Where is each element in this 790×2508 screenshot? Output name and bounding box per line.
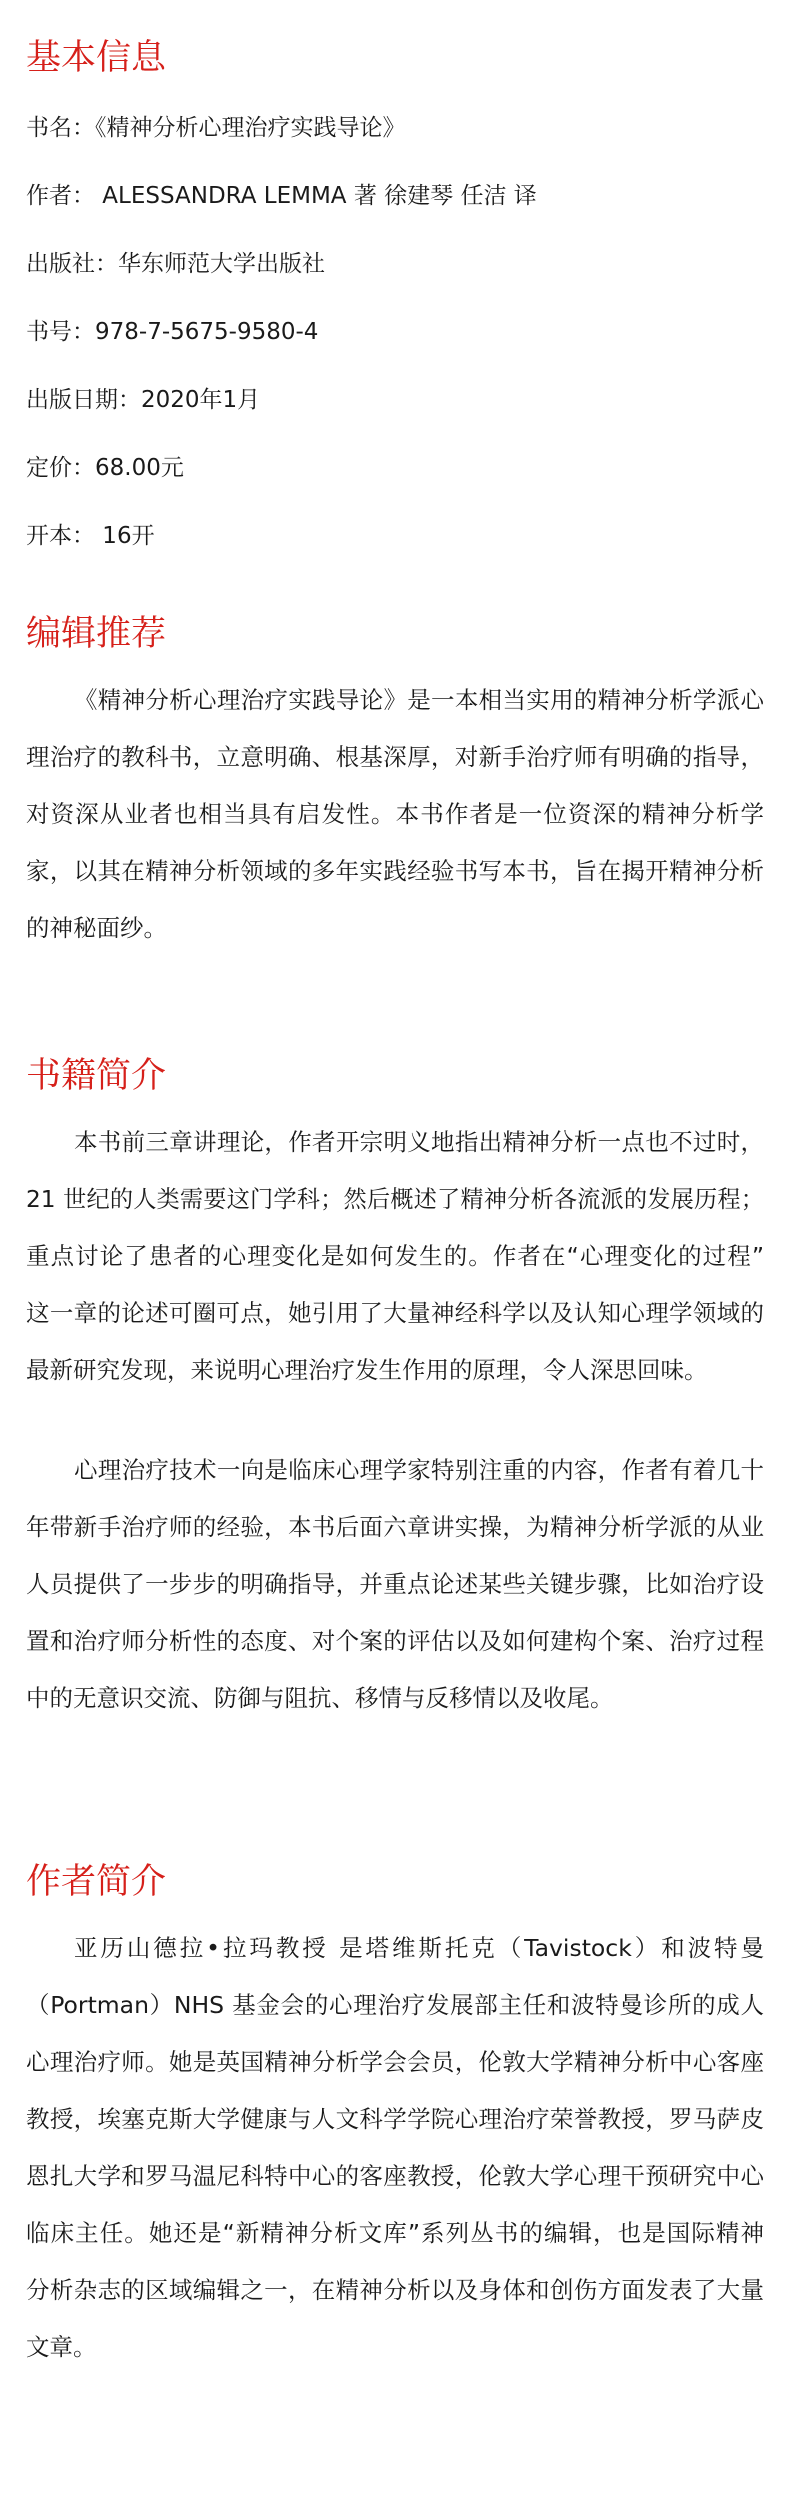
publisher-line: 出版社：华东师范大学出版社 bbox=[26, 251, 325, 277]
price-line: 定价：68.00元 bbox=[26, 455, 184, 481]
text-line: 对资深从业者也相当具有启发性。本书作者是一位资深的精神分析学 bbox=[26, 800, 764, 828]
author-intro-paragraph bbox=[26, 1920, 764, 2376]
book-intro-paragraph-1 bbox=[26, 1114, 764, 1399]
text-line: 置和治疗师分析性的态度、对个案的评估以及如何建构个案、治疗过程 bbox=[26, 1627, 764, 1655]
text-line: 临床主任。她还是“新精神分析文库”系列丛书的编辑，也是国际精神 bbox=[26, 2219, 764, 2247]
text-line: 文章。 bbox=[26, 2333, 97, 2361]
text-line: 最新研究发现，来说明心理治疗发生作用的原理，令人深思回味。 bbox=[26, 1356, 708, 1384]
isbn-line: 书号：978-7-5675-9580-4 bbox=[26, 319, 319, 345]
text-line: 《精神分析心理治疗实践导论》是一本相当实用的精神分析学派心 bbox=[74, 686, 764, 714]
text-line: 的神秘面纱。 bbox=[26, 914, 167, 942]
text-line: 21 世纪的人类需要这门学科；然后概述了精神分析各流派的发展历程； bbox=[26, 1186, 764, 1213]
text-line: 理治疗的教科书，立意明确、根基深厚，对新手治疗师有明确的指导， bbox=[26, 743, 764, 771]
text-line: 家，以其在精神分析领域的多年实践经验书写本书，旨在揭开精神分析 bbox=[26, 857, 764, 885]
book-intro-heading: 书籍简介 bbox=[26, 1056, 167, 1096]
author-line: 作者： ALESSANDRA LEMMA 著 徐建琴 任洁 译 bbox=[26, 183, 537, 209]
editor-recommendation-heading: 编辑推荐 bbox=[26, 614, 167, 654]
basic-info-heading: 基本信息 bbox=[26, 38, 167, 78]
book-name-line: 书名：《精神分析心理治疗实践导论》 bbox=[26, 115, 406, 141]
text-line: 年带新手治疗师的经验，本书后面六章讲实操，为精神分析学派的从业 bbox=[26, 1513, 764, 1541]
pub-date-line: 出版日期：2020年1月 bbox=[26, 387, 261, 413]
text-line: 人员提供了一步步的明确指导，并重点论述某些关键步骤，比如治疗设 bbox=[26, 1570, 764, 1598]
text-line: 心理治疗师。她是英国精神分析学会会员，伦敦大学精神分析中心客座 bbox=[26, 2048, 764, 2076]
text-line: 本书前三章讲理论，作者开宗明义地指出精神分析一点也不过时， bbox=[74, 1128, 764, 1156]
text-line: 这一章的论述可圈可点，她引用了大量神经科学以及认知心理学领域的 bbox=[26, 1299, 764, 1327]
text-line: 中的无意识交流、防御与阻抗、移情与反移情以及收尾。 bbox=[26, 1684, 614, 1712]
text-line: 恩扎大学和罗马温尼科特中心的客座教授，伦敦大学心理干预研究中心 bbox=[26, 2162, 764, 2190]
text-line: 教授，埃塞克斯大学健康与人文科学学院心理治疗荣誉教授，罗马萨皮 bbox=[26, 2105, 764, 2133]
text-line: 心理治疗技术一向是临床心理学家特别注重的内容，作者有着几十 bbox=[74, 1456, 764, 1484]
editor-recommendation-paragraph bbox=[26, 672, 764, 957]
text-line: 分析杂志的区域编辑之一，在精神分析以及身体和创伤方面发表了大量 bbox=[26, 2276, 764, 2304]
format-line: 开本： 16开 bbox=[26, 523, 155, 549]
text-line: （Portman）NHS 基金会的心理治疗发展部主任和波特曼诊所的成人 bbox=[26, 1991, 764, 2019]
author-intro-heading: 作者简介 bbox=[26, 1862, 167, 1902]
text-line: 重点讨论了患者的心理变化是如何发生的。作者在“心理变化的过程” bbox=[26, 1242, 764, 1270]
book-intro-paragraph-2 bbox=[26, 1442, 764, 1727]
text-line: 亚历山德拉•拉玛教授 是塔维斯托克（Tavistock）和波特曼 bbox=[74, 1934, 764, 1962]
